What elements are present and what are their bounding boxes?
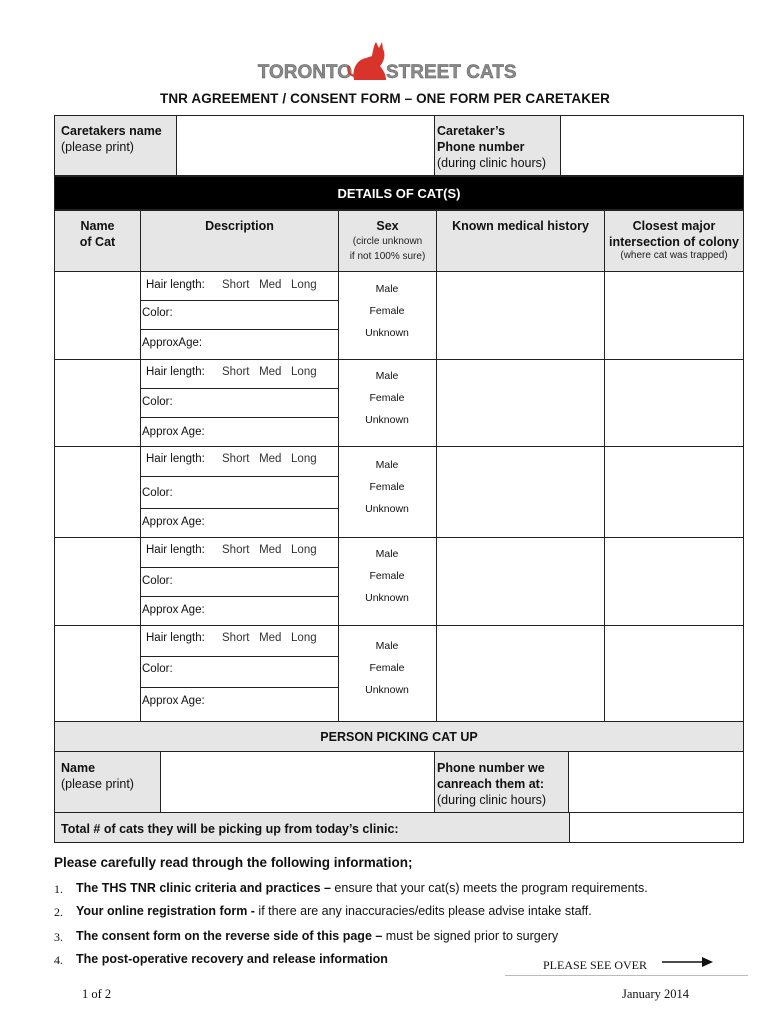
cat-2-medical-field[interactable] — [436, 359, 605, 447]
info-item-1-text — [76, 881, 648, 895]
col-intersection-hint: (where cat was trapped) — [620, 250, 728, 261]
info-item-1-num: 1. — [54, 882, 63, 896]
caretaker-phone-field[interactable] — [560, 115, 744, 176]
cat-2-hair-label: Hair length: — [146, 366, 205, 378]
col-description: Description — [205, 219, 274, 233]
cat-1-divider-2 — [140, 329, 338, 330]
col-name-1: Name — [80, 219, 115, 233]
cat-3-hair-options[interactable]: Short Med Long — [222, 453, 317, 465]
cat-5-sex-female[interactable]: Female — [369, 662, 405, 674]
page-number: 1 of 2 — [82, 987, 112, 1001]
cat-2-intersection-field[interactable] — [604, 359, 744, 447]
cat-5-medical-field[interactable] — [436, 625, 605, 722]
pickup-phone-label-2: canreach them at: — [437, 777, 544, 791]
cat-3-hair-label: Hair length: — [146, 453, 205, 465]
cat-3-sex-unknown[interactable]: Unknown — [365, 503, 409, 515]
pickup-name-label: Name — [61, 761, 96, 775]
cat-4-sex-male[interactable]: Male — [375, 548, 399, 560]
col-header-medical — [436, 210, 605, 272]
pickup-phone-label-cell — [434, 751, 569, 813]
col-sex: Sex — [376, 219, 399, 233]
cat-5-sex-male[interactable]: Male — [375, 640, 399, 652]
cat-3-sex-male[interactable]: Male — [375, 459, 399, 471]
cat-2-color-label: Color: — [142, 396, 173, 408]
col-name-2: of Cat — [79, 235, 116, 249]
cat-4-divider-1 — [140, 567, 338, 568]
col-header-name — [54, 210, 141, 272]
cat-5-hair-options[interactable]: Short Med Long — [222, 632, 317, 644]
pickup-name-field[interactable] — [160, 751, 435, 813]
pickup-phone-hint: (during clinic hours) — [437, 793, 547, 807]
cat-2-sex-unknown[interactable]: Unknown — [365, 414, 409, 426]
arrow-right-icon — [662, 955, 714, 969]
cat-2-name-field[interactable] — [54, 359, 141, 447]
info-heading: Please carefully read through the following information; — [54, 855, 413, 870]
form-date: January 2014 — [622, 987, 689, 1001]
cat-2-age-label: Approx Age: — [142, 426, 205, 438]
info-item-2-text — [76, 904, 592, 918]
see-over-underline — [505, 975, 748, 976]
caretaker-name-label: Caretakers name — [61, 124, 162, 138]
cat-3-divider-2 — [140, 508, 338, 509]
col-header-description — [140, 210, 339, 272]
cat-1-divider-1 — [140, 300, 338, 301]
info-item-4-bold: The post-operative recovery and release information — [76, 952, 388, 966]
caretaker-phone-label-cell — [434, 115, 561, 176]
cat-3-medical-field[interactable] — [436, 446, 605, 538]
col-sex-hint-1: (circle unknown — [352, 236, 423, 247]
total-cats-label-cell — [54, 812, 570, 843]
cat-5-age-label: Approx Age: — [142, 695, 205, 707]
cat-4-divider-2 — [140, 596, 338, 597]
cat-3-age-label: Approx Age: — [142, 516, 205, 528]
cat-2-divider-2 — [140, 417, 338, 418]
cat-1-sex-unknown[interactable]: Unknown — [365, 327, 409, 339]
cat-2-sex-male[interactable]: Male — [375, 370, 399, 382]
col-header-intersection — [604, 210, 744, 272]
cat-1-color-label: Color: — [142, 307, 173, 319]
info-item-3-bold: The consent form on the reverse side of this page – — [76, 929, 383, 943]
cat-4-medical-field[interactable] — [436, 537, 605, 626]
cat-5-hair-label: Hair length: — [146, 632, 205, 644]
cat-1-sex-male[interactable]: Male — [375, 283, 399, 295]
cat-5-color-label: Color: — [142, 663, 173, 675]
info-item-2-bold: Your online registration form - — [76, 904, 255, 918]
logo-text-toronto: TORONTO — [257, 62, 352, 83]
col-intersection-2: intersection of colony — [609, 235, 739, 249]
cat-1-medical-field[interactable] — [436, 271, 605, 360]
details-of-cats-header: DETAILS OF CAT(S) — [54, 176, 744, 210]
cat-3-color-label: Color: — [142, 487, 173, 499]
col-sex-hint-2: if not 100% sure) — [349, 251, 426, 262]
cat-2-sex-female[interactable]: Female — [369, 392, 405, 404]
toronto-street-cats-logo — [0, 36, 770, 84]
caretaker-phone-hint: (during clinic hours) — [437, 156, 547, 170]
caretaker-name-label-cell — [54, 115, 177, 176]
cat-4-name-field[interactable] — [54, 537, 141, 626]
cat-3-name-field[interactable] — [54, 446, 141, 538]
info-item-2-num: 2. — [54, 905, 63, 919]
caretaker-phone-label-1: Caretaker’s — [437, 124, 506, 138]
cat-5-name-field[interactable] — [54, 625, 141, 722]
cat-4-age-label: Approx Age: — [142, 604, 205, 616]
info-item-2-rest: if there are any inaccuracies/edits please advise intake staff. — [254, 904, 592, 918]
cat-1-name-field[interactable] — [54, 271, 141, 360]
form-title: TNR AGREEMENT / CONSENT FORM – ONE FORM PER CARETAKER — [159, 91, 611, 106]
cat-icon — [348, 42, 386, 80]
cat-4-hair-label: Hair length: — [146, 544, 205, 556]
pickup-name-hint: (please print) — [61, 777, 134, 791]
pickup-phone-label-1: Phone number we — [437, 761, 545, 775]
please-see-over: PLEASE SEE OVER — [543, 958, 648, 972]
cat-4-sex-female[interactable]: Female — [369, 570, 405, 582]
caretaker-name-hint: (please print) — [61, 140, 134, 154]
total-cats-label: Total # of cats they will be picking up from today’s clinic: — [61, 822, 399, 836]
info-item-1-rest: ensure that your cat(s) meets the program requirements. — [330, 881, 648, 895]
col-intersection-1: Closest major — [632, 219, 716, 233]
caretaker-name-field[interactable] — [176, 115, 435, 176]
cat-2-hair-options[interactable]: Short Med Long — [222, 366, 317, 378]
cat-4-hair-options[interactable]: Short Med Long — [222, 544, 317, 556]
cat-1-intersection-field[interactable] — [604, 271, 744, 360]
col-medical: Known medical history — [452, 219, 589, 233]
pickup-header: PERSON PICKING CAT UP — [54, 721, 744, 752]
cat-4-intersection-field[interactable] — [604, 537, 744, 626]
cat-1-age-label: ApproxAge: — [142, 337, 203, 349]
cat-1-hair-label: Hair length: — [146, 279, 205, 291]
pickup-name-label-cell — [54, 751, 161, 813]
cat-3-intersection-field[interactable] — [604, 446, 744, 538]
cat-3-divider-1 — [140, 476, 338, 477]
cat-4-color-label: Color: — [142, 575, 173, 587]
cat-1-hair-options[interactable]: Short Med Long — [222, 279, 317, 291]
cat-2-divider-1 — [140, 388, 338, 389]
info-item-4-num: 4. — [54, 953, 63, 967]
cat-1-sex-female[interactable]: Female — [369, 305, 405, 317]
cat-5-divider-1 — [140, 656, 338, 657]
info-item-3-text — [76, 929, 558, 943]
cat-4-sex-unknown[interactable]: Unknown — [365, 592, 409, 604]
info-item-4-text — [76, 952, 388, 966]
pickup-phone-field[interactable] — [568, 751, 744, 813]
cat-3-sex-female[interactable]: Female — [369, 481, 405, 493]
info-item-3-num: 3. — [54, 930, 63, 944]
total-cats-field[interactable] — [569, 812, 744, 843]
caretaker-phone-label-2: Phone number — [437, 140, 525, 154]
col-header-sex — [338, 210, 437, 272]
logo-text-street-cats: STREET CATS — [386, 62, 517, 83]
info-item-1-bold: The THS TNR clinic criteria and practices – — [76, 881, 331, 895]
cat-5-sex-unknown[interactable]: Unknown — [365, 684, 409, 696]
cat-5-divider-2 — [140, 687, 338, 688]
cat-5-intersection-field[interactable] — [604, 625, 744, 722]
info-item-3-rest: must be signed prior to surgery — [382, 929, 559, 943]
